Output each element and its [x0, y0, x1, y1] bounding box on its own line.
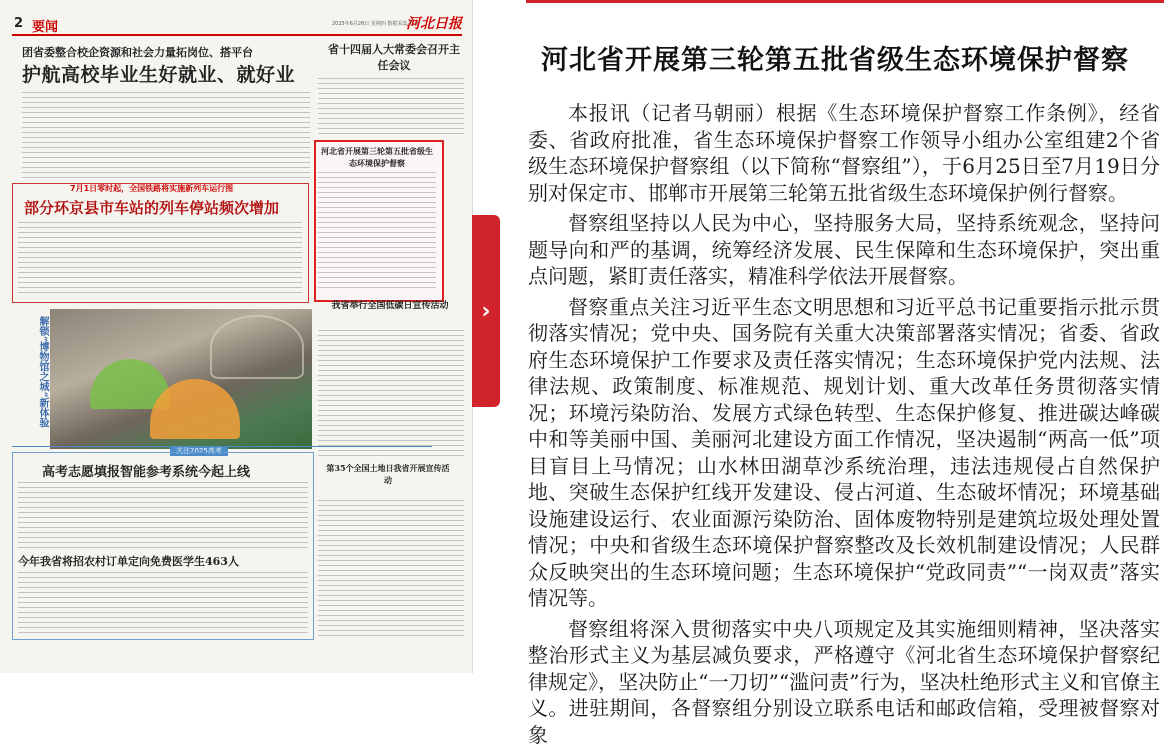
headline-2[interactable]: 省十四届人大常委会召开主任会议 — [326, 42, 462, 74]
top-rule — [526, 0, 1164, 3]
article-title: 河北省开展第三轮第五批省级生态环境保护督察 — [520, 38, 1150, 77]
issue-meta: 2025年6月26日 星期四 数据采集·农业 — [332, 20, 419, 27]
headline-3[interactable]: 部分环京县市车站的列车停站频次增加 — [24, 197, 304, 218]
headline-8[interactable]: 今年我省将招农村订单定向免费医学生463人 — [18, 553, 278, 569]
section-name: 要闻 — [32, 16, 58, 35]
article-panel — [500, 0, 1164, 673]
article-1-text — [22, 92, 310, 178]
selected-article-text — [318, 172, 436, 292]
article-3-text — [18, 222, 302, 296]
headline-7[interactable]: 高考志愿填报智能参考系统今起上线 — [42, 461, 302, 480]
headline-6[interactable]: 我省举行全国低碳日宣传活动 — [320, 300, 460, 312]
article-paragraph-1: 本报讯（记者马朝丽）根据《生态环境保护督察工作条例》，经省委、省政府批准，省生态环境保护督察工作领导小组办公室组建2个省级生态环境保护督察组（以下简称“督察组”），于6月25日至7月19日分别对保定市、邯郸市开展第三轮第五批省级生态环境保护例行督察。 — [528, 100, 1160, 206]
article-2-text — [318, 78, 464, 136]
masthead-logo: 河北日报 — [406, 13, 462, 33]
article-7-text — [18, 482, 308, 548]
photo-caption[interactable]: 解锁“博物馆之城”新体验 — [14, 316, 48, 428]
article-paragraph-4: 督察组将深入贯彻落实中央八项规定及其实施细则精神，坚决落实整治形式主义为基层减负要求，严格遵守《河北省生态环境保护督察纪律规定》，坚决防止“一刀切”“滥问责”行为，坚决杜绝形式主义和官僚主义。进驻期间，各督察组分别设立联系电话和邮政信箱，受理被督察对象 — [528, 616, 1160, 748]
chevron-right-icon: › — [481, 299, 490, 324]
headline-1[interactable]: 护航高校毕业生好就业、就好业 — [22, 60, 312, 87]
page-number: 2 — [14, 16, 23, 31]
headline-9[interactable]: 第35个全国土地日我省开展宣传活动 — [326, 462, 450, 486]
article-8-text — [18, 572, 308, 634]
section-tag: 关注2025高考 — [170, 446, 228, 456]
article-body — [528, 100, 1160, 748]
article-6-text — [318, 330, 464, 456]
article-paragraph-3: 督察重点关注习近平生态文明思想和习近平总书记重要指示批示贯彻落实情况；党中央、国务院有关重大决策部署落实情况；省委、省政府生态环境保护工作要求及责任落实情况；生态环境保护党内法规、法律法规、政策制度、标准规范、规划计划、重大改革任务贯彻落实情况；环境污染防治、发展方式绿色转型、生态保护修复、推进碳达峰碳中和等美丽中国、美丽河北建设方面工作情况，坚决遏制“两高一低”项目盲目上马情况；山水林田湖草沙系统治理，违法违规侵占自然保护地、突破生态保护红线开发建设、侵占河道、生态破坏情况；环境基础设施建设运行、农业面源污染防治、固体废物特别是建筑垃圾处理处置情况；中央和省级生态环境保护督察整改及长效机制建设情况；人民群众反映突出的生态环境问题；生态环境保护“党政同责”“一岗双责”落实情况等。 — [528, 294, 1160, 612]
article-9-text — [318, 500, 464, 640]
dinosaur-skeleton-shape — [210, 315, 304, 379]
next-page-tab[interactable] — [472, 215, 500, 407]
article-paragraph-2: 督察组坚持以人民为中心，坚持服务大局，坚持系统观念，坚持问题导向和严的基调，统筹经济发展、民生保障和生态环境保护，突出重点问题，紧盯责任落实，精准科学依法开展督察。 — [528, 210, 1160, 290]
newspaper-header — [12, 16, 462, 36]
newspaper-page-thumbnail — [0, 0, 473, 673]
headline-3-subtitle: 7月1日零时起，全国铁路将实施新列车运行图 — [70, 183, 233, 194]
selected-article-headline[interactable]: 河北省开展第三轮第五批省级生态环境保护督察 — [318, 145, 436, 169]
museum-photo — [50, 309, 312, 449]
headline-1-subtitle[interactable]: 团省委整合校企资源和社会力量拓岗位、搭平台 — [22, 44, 302, 60]
